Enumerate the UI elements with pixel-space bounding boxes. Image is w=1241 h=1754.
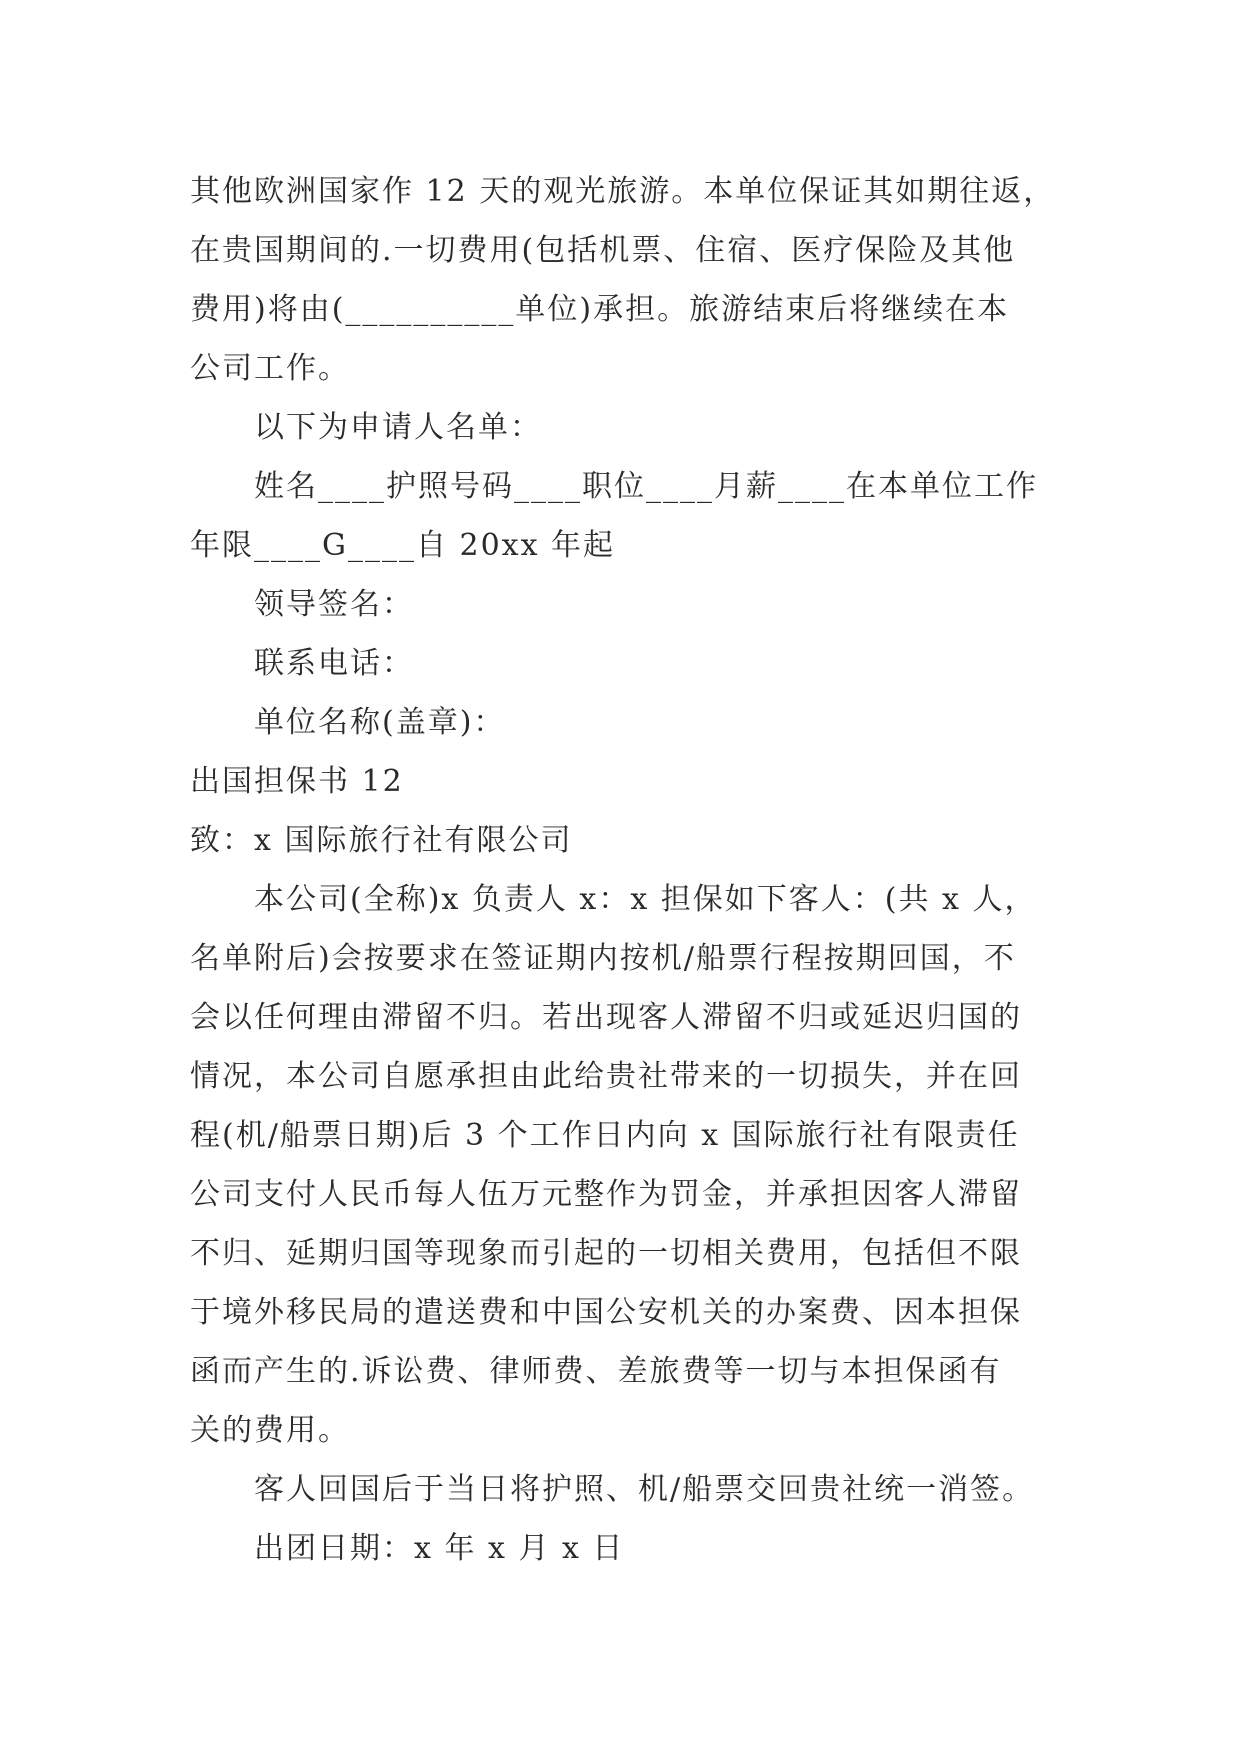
guarantee-text-line: 本公司(全称)x 负责人 x：x 担保如下客人：(共 x 人， — [254, 882, 1037, 917]
body-text-line: 在贵国期间的.一切费用(包括机票、住宿、医疗保险及其他 — [190, 233, 1016, 268]
departure-date-line: 出团日期：x 年 x 月 x 日 — [254, 1531, 625, 1566]
guarantee-text-line: 程(机/船票日期)后 3 个工作日内向 x 国际旅行社有限责任 — [190, 1118, 1020, 1153]
guarantee-text-line: 函而产生的.诉讼费、律师费、差旅费等一切与本担保函有 — [190, 1354, 1002, 1389]
body-text-line: 其他欧洲国家作 12 天的观光旅游。本单位保证其如期往返， — [190, 174, 1056, 209]
guarantee-text-line: 情况，本公司自愿承担由此给贵社带来的一切损失，并在回 — [190, 1059, 1022, 1094]
applicant-fields-line: 年限____G____自 20xx 年起 — [190, 528, 616, 563]
section-title: 出国担保书 12 — [190, 764, 404, 799]
document-body — [190, 162, 1070, 1578]
guarantee-text-line: 于境外移民局的遣送费和中国公安机关的办案费、因本担保 — [190, 1295, 1022, 1330]
body-text-line: 费用)将由(__________单位)承担。旅游结束后将继续在本 — [190, 292, 1010, 327]
guarantee-text-line: 不归、延期归国等现象而引起的一切相关费用，包括但不限 — [190, 1236, 1022, 1271]
guarantee-text-line: 名单附后)会按要求在签证期内按机/船票行程按期回国，不 — [190, 941, 1016, 976]
unit-name-seal-label: 单位名称(盖章)： — [254, 705, 506, 740]
body-text-line: 公司工作。 — [190, 351, 350, 386]
guarantee-text-line: 公司支付人民币每人伍万元整作为罚金，并承担因客人滞留 — [190, 1177, 1022, 1212]
passport-return-line: 客人回国后于当日将护照、机/船票交回贵社统一消签。 — [254, 1472, 1035, 1507]
addressee-line: 致：x 国际旅行社有限公司 — [190, 823, 573, 858]
contact-phone-label: 联系电话： — [254, 646, 414, 681]
applicant-fields-line: 姓名____护照号码____职位____月薪____在本单位工作 — [254, 469, 1038, 504]
applicant-list-heading: 以下为申请人名单： — [254, 410, 542, 445]
guarantee-text-line: 会以任何理由滞留不归。若出现客人滞留不归或延迟归国的 — [190, 1000, 1022, 1035]
guarantee-text-line: 关的费用。 — [190, 1413, 350, 1448]
leader-signature-label: 领导签名： — [254, 587, 414, 622]
